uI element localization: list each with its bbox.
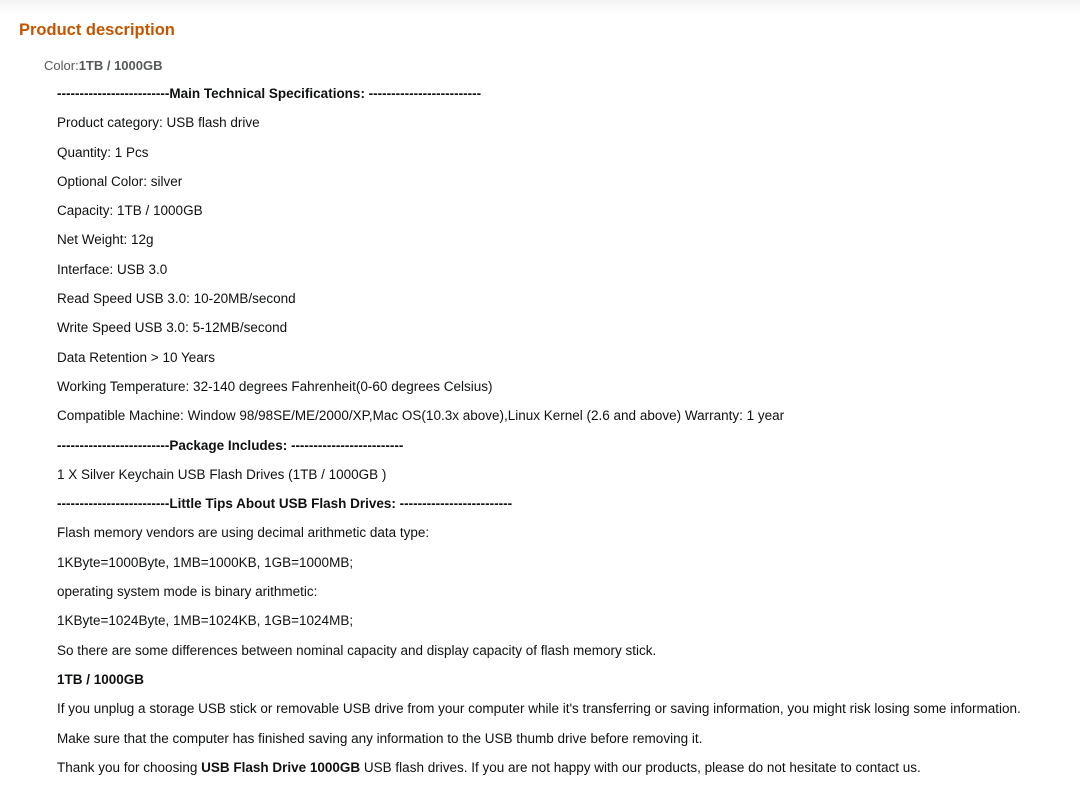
thanks-suffix: USB flash drives. If you are not happy with our products, please do not hesitate to contact us. <box>360 759 921 775</box>
spec-read-speed: Read Speed USB 3.0: 10-20MB/second <box>57 291 296 307</box>
size-label: 1TB / 1000GB <box>57 671 145 687</box>
spec-interface: Interface: USB 3.0 <box>57 261 168 277</box>
section-title: Product description <box>19 21 175 39</box>
spec-working-temperature: Working Temperature: 32-140 degrees Fahrenheit(0-60 degrees Celsius) <box>57 378 493 394</box>
unplug-warning: If you unplug a storage USB stick or removable USB drive from your computer while it's transferring or saving information, you might risk losing some information. <box>57 701 1021 717</box>
spec-header: -------------------------Main Technical Specifications: ------------------------- <box>57 86 482 101</box>
spec-optional-color: Optional Color: silver <box>57 173 183 189</box>
tip-binary: 1KByte=1024Byte, 1MB=1024KB, 1GB=1024MB; <box>57 613 354 629</box>
top-shade <box>0 0 1080 14</box>
spec-data-retention: Data Retention > 10 Years <box>57 349 215 365</box>
color-value: 1TB / 1000GB <box>78 58 163 73</box>
tips-header: -------------------------Little Tips About USB Flash Drives: ------------------------- <box>57 496 513 512</box>
tip-os: operating system mode is binary arithmetic: <box>57 584 318 600</box>
spec-category: Product category: USB flash drive <box>57 115 260 131</box>
tip-difference: So there are some differences between nominal capacity and display capacity of flash memory stick. <box>57 642 657 658</box>
spec-capacity: Capacity: 1TB / 1000GB <box>57 203 203 219</box>
tip-vendors: Flash memory vendors are using decimal arithmetic data type: <box>57 525 430 541</box>
spec-net-weight: Net Weight: 12g <box>57 232 154 248</box>
spec-compatible-machine: Compatible Machine: Window 98/98SE/ME/2000/XP,Mac OS(10.3x above),Linux Kernel (2.6 and above) Warranty: 1 year <box>57 408 785 424</box>
package-item: 1 X Silver Keychain USB Flash Drives (1TB / 1000GB ) <box>57 466 387 482</box>
make-sure-note: Make sure that the computer has finished saving any information to the USB thumb drive before removing it. <box>57 730 703 746</box>
package-header: -------------------------Package Includes: ------------------------- <box>57 437 404 453</box>
thanks-product: USB Flash Drive 1000GB <box>201 759 361 775</box>
spec-write-speed: Write Speed USB 3.0: 5-12MB/second <box>57 320 288 336</box>
spec-quantity: Quantity: 1 Pcs <box>57 144 149 160</box>
description-body <box>57 85 1067 788</box>
color-variation <box>44 58 163 73</box>
color-label: Color: <box>44 58 79 73</box>
thanks-prefix: Thank you for choosing <box>57 759 202 775</box>
tip-decimal: 1KByte=1000Byte, 1MB=1000KB, 1GB=1000MB; <box>57 554 354 570</box>
thank-you-note <box>57 759 1067 788</box>
